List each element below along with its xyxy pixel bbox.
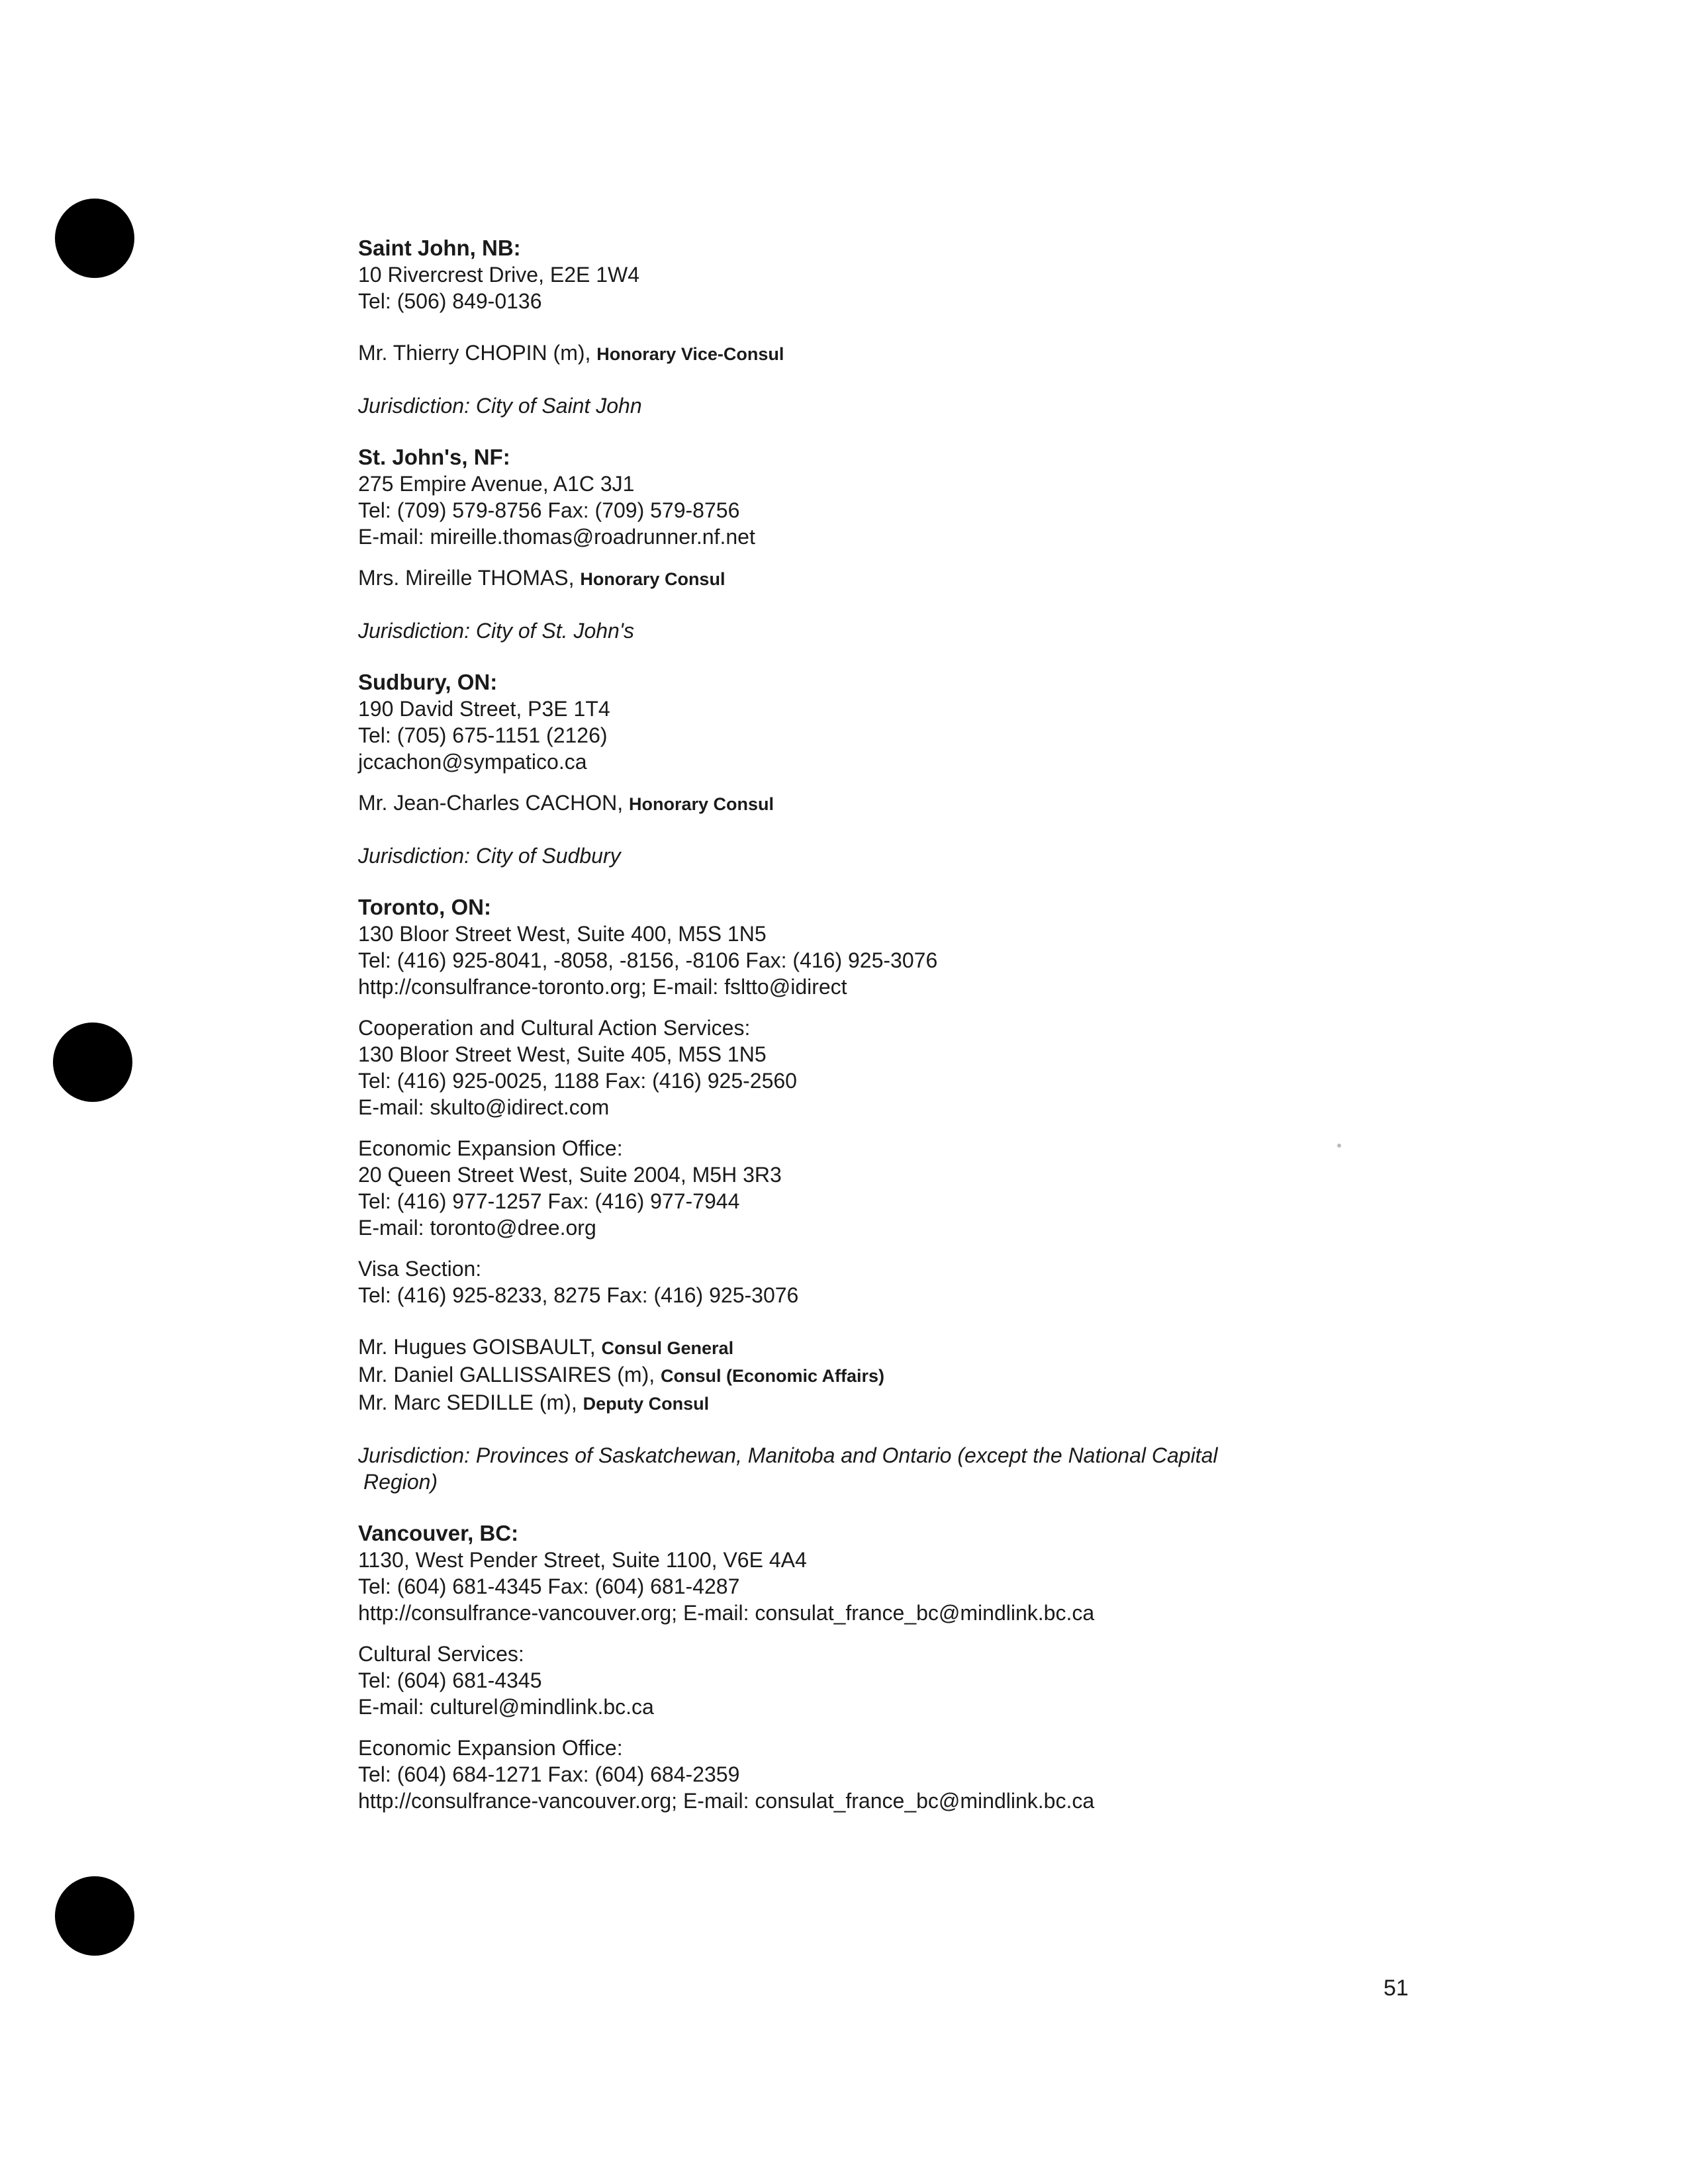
person-name: Mrs. Mireille THOMAS, [358, 566, 581, 590]
person-entry [358, 1361, 1391, 1389]
jurisdiction: Jurisdiction: Provinces of Saskatchewan, Manitoba and Ontario (except the National Capital [358, 1443, 1218, 1467]
telephone: Tel: (416) 977-1257 Fax: (416) 977-7944 [358, 1189, 740, 1213]
person-name: Mr. Thierry CHOPIN (m), [358, 341, 597, 365]
person-name: Mr. Hugues GOISBAULT, [358, 1335, 602, 1359]
person-name: Mr. Marc SEDILLE (m), [358, 1390, 583, 1414]
person-title: Consul (Economic Affairs) [661, 1366, 885, 1386]
person-entry [358, 790, 1391, 817]
office-label: Economic Expansion Office: [358, 1136, 623, 1160]
person-title: Consul General [601, 1338, 734, 1358]
address: 190 David Street, P3E 1T4 [358, 697, 610, 721]
binder-hole [55, 1876, 134, 1956]
website-email: http://consulfrance-vancouver.org; E-mail: consulat_france_bc@mindlink.bc.ca [358, 1789, 1095, 1813]
section-st-johns [358, 444, 1391, 644]
section-heading: St. John's, NF: [358, 445, 510, 469]
person-name: Mr. Daniel GALLISSAIRES (m), [358, 1363, 661, 1387]
page-number: 51 [1383, 1976, 1409, 2001]
consulate-directory [358, 235, 1391, 1814]
telephone: Tel: (506) 849-0136 [358, 289, 542, 313]
person-title: Deputy Consul [583, 1394, 710, 1414]
telephone: Tel: (416) 925-8041, -8058, -8156, -8106 Fax: (416) 925-3076 [358, 948, 938, 972]
person-title: Honorary Consul [628, 794, 774, 814]
address: 1130, West Pender Street, Suite 1100, V6E 4A4 [358, 1548, 807, 1572]
telephone: Tel: (705) 675-1151 (2126) [358, 723, 608, 747]
email: E-mail: skulto@idirect.com [358, 1095, 610, 1119]
jurisdiction-continued: Region) [363, 1470, 438, 1494]
jurisdiction: Jurisdiction: City of Sudbury [358, 844, 621, 868]
email: E-mail: culturel@mindlink.bc.ca [358, 1695, 654, 1719]
office-label: Cooperation and Cultural Action Services: [358, 1016, 751, 1040]
address: 130 Bloor Street West, Suite 400, M5S 1N5 [358, 922, 767, 946]
jurisdiction: Jurisdiction: City of St. John's [358, 619, 634, 643]
address: 275 Empire Avenue, A1C 3J1 [358, 472, 635, 496]
person-title: Honorary Consul [580, 569, 726, 589]
telephone: Tel: (604) 681-4345 [358, 1668, 542, 1692]
person-entry [358, 340, 1391, 367]
telephone: Tel: (604) 681-4345 Fax: (604) 681-4287 [358, 1574, 740, 1598]
section-toronto [358, 894, 1391, 1495]
email: E-mail: mireille.thomas@roadrunner.nf.net [358, 525, 755, 549]
person-entry [358, 1389, 1391, 1417]
binder-hole [53, 1023, 132, 1102]
section-saint-john [358, 235, 1391, 419]
section-heading: Sudbury, ON: [358, 670, 498, 694]
telephone: Tel: (416) 925-0025, 1188 Fax: (416) 925-2560 [358, 1069, 797, 1093]
website-email: http://consulfrance-vancouver.org; E-mail: consulat_france_bc@mindlink.bc.ca [358, 1601, 1095, 1625]
website-email: http://consulfrance-toronto.org; E-mail: fsltto@idirect [358, 975, 847, 999]
address: 20 Queen Street West, Suite 2004, M5H 3R3 [358, 1163, 782, 1187]
section-heading: Vancouver, BC: [358, 1521, 519, 1545]
person-entry [358, 565, 1391, 592]
section-sudbury [358, 669, 1391, 869]
office-label: Economic Expansion Office: [358, 1736, 623, 1760]
email: jccachon@sympatico.ca [358, 750, 587, 774]
jurisdiction: Jurisdiction: City of Saint John [358, 394, 642, 418]
office-label: Cultural Services: [358, 1642, 524, 1666]
section-heading: Saint John, NB: [358, 236, 521, 260]
telephone: Tel: (709) 579-8756 Fax: (709) 579-8756 [358, 498, 740, 522]
person-name: Mr. Jean-Charles CACHON, [358, 791, 629, 815]
binder-hole [55, 199, 134, 278]
person-entry [358, 1334, 1391, 1361]
email: E-mail: toronto@dree.org [358, 1216, 596, 1240]
person-title: Honorary Vice-Consul [596, 344, 784, 364]
telephone: Tel: (604) 684-1271 Fax: (604) 684-2359 [358, 1762, 740, 1786]
address: 10 Rivercrest Drive, E2E 1W4 [358, 263, 640, 287]
section-vancouver [358, 1520, 1391, 1814]
telephone: Tel: (416) 925-8233, 8275 Fax: (416) 925-3076 [358, 1283, 799, 1307]
office-label: Visa Section: [358, 1257, 482, 1281]
section-heading: Toronto, ON: [358, 895, 491, 919]
address: 130 Bloor Street West, Suite 405, M5S 1N5 [358, 1042, 767, 1066]
